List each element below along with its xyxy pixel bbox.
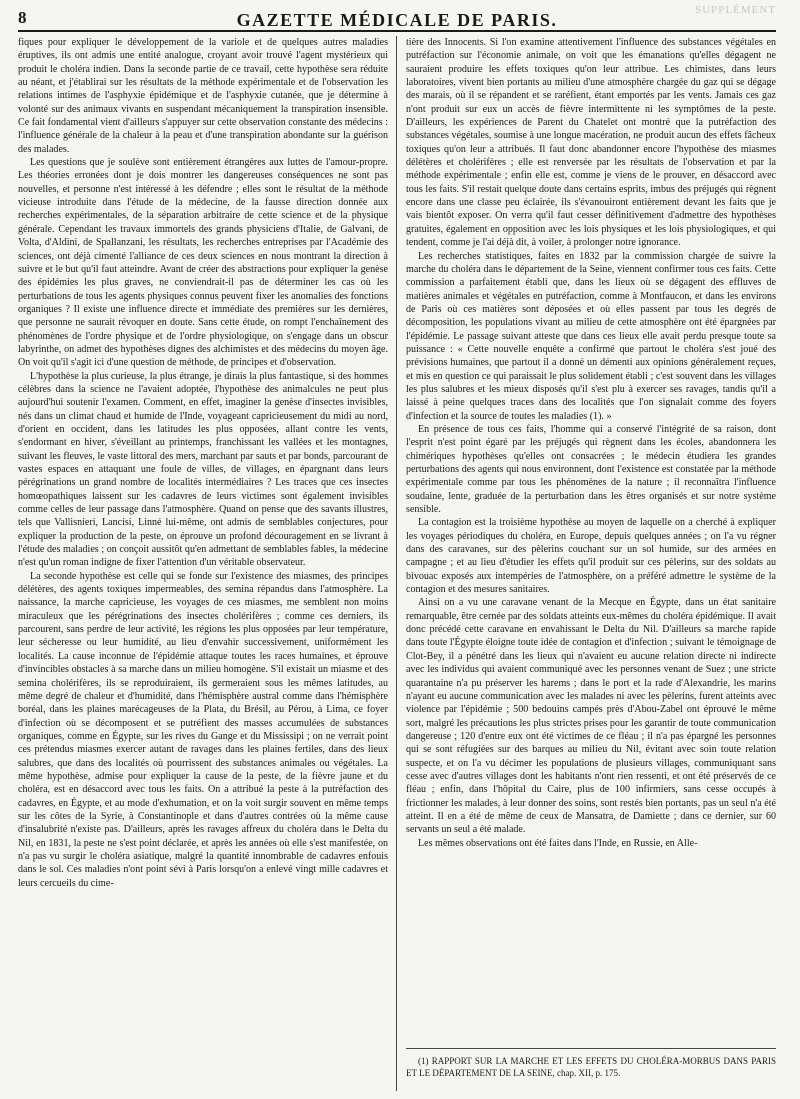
paragraph: Les questions que je soulève sont entièrement étrangères aux luttes de l'amour-propre. Les théories erronées dont je dois montrer les dangereuses conséquences ne sont pas nouvelles, et personne n'est intéressé à les défendre ; elles sont le résultat de la méthode vicieuse introduite dans l'étude de la médecine, de la fausse direction donnée aux recherches expérimentales, de la séparation arbitraire de cette science et de la physique générale. Cependant les travaux immortels des grands physiciens d'Italie, de Galvani, de Volta, d'Aldini, de Spallanzani, les résultats, les recherches entreprises par l'Académie des sciences, ont déjà cimenté l'alliance de ces deux sciences en nous montrant la direction à suivre et le but qu'il faut atteindre. Avant de créer des abstractions pour expliquer la genèse des épidémies les plus graves, ne conviendrait-il pas de déterminer les cas où les perturbations de tous les agents physiques connus peuvent fixer les anomalies des fonctions organiques ? Il existe une influence directe et immédiate des premières sur les dernières, que personne ne saurait révoquer en doute. Sans cette étude, on rompt l'enchaînement des phénomènes de l'ordre physique et de l'ordre physiologique, on s'engage dans un obscur labyrinthe, on admet des hypothèses dignes des alchimistes et des médecins du moyen âge. On voit qu'il s'agit ici d'une question de méthode, de principes et d'observation. bbox=[18, 157, 388, 369]
paragraph: tière des Innocents. Si l'on examine attentivement l'influence des substances végétales en putréfaction sur l'économie animale, on voit que les émanations qu'elles dégagent ne sauraient produire les effets toxiques qu'on leur attribue. Les chimistes, dans leurs laboratoires, vivent bien portants au milieu d'une atmosphère chargée du gaz qui se dégage des marais, où il se répandent et se raréfient, étant emportés par les vents. Jamais ces gaz n'ont produit sur eux un accès de fièvre intermittente ni les symptômes de la peste. D'ailleurs, les expériences de Parent du Chatelet ont montré que la putréfaction des substances végétales, soumise à une longue macération, ne produit aucun des effets fâcheux toxiques qu'on leur a attribués. Il faut donc abandonner encore l'hypothèse des miasmes délétères et cholérifères ; elle est renversée par les résultats de l'observation et par la méthode expérimentale ; enfin elle est, comme je viens de le prouver, en désaccord avec tous les faits. S'il restait quelque doute dans certains esprits, imbus des préjugés qui règnent encore dans une classe peu éclairée, ils s'évanouiront entièrement devant les faits que je vais bientôt exposer. On verra qu'il faut cesser définitivement d'admettre des hypothèses gratuites, également en opposition avec les lois physiques et les lois physiologiques, et qui tendent, comme je l'ai déjà dit, à voiler, à prolonger notre ignorance. bbox=[406, 37, 776, 249]
paragraph: La contagion est la troisième hypothèse au moyen de laquelle on a cherché à expliquer les voyages périodiques du choléra, en Europe, depuis quelques années ; on l'a vu régner dans des caravanes, sur des pèlerins couchant sur un sol humide, sur des armées en campagne ; et au lieu d'étudier les effets qu'il produit sur ces pèlerins, sur des soldats au bivouac exposés aux intempéries de l'atmosphère, on a préféré admettre le système de la contagion et des mesures sanitaires. bbox=[406, 517, 776, 596]
paragraph: L'hypothèse la plus curieuse, la plus étrange, je dirais la plus fantastique, si des hommes célèbres dans la science ne l'avaient adoptée, l'hypothèse des animalcules ne peut plus aujourd'hui soutenir l'examen. Comment, en effet, imaginer la genèse d'insectes invisibles, nés dans un climat chaud et humide de l'Inde, voyageant capricieusement du midi au nord, d'orient en occident, dans les latitudes les plus opposées, allant contre les vents, s'endormant en hiver, s'éveillant au printemps, franchissant les vallées et les montagnes, suivant les fleuves, le vaste littoral des mers, marchant par sauts et par bonds, parcourant de vastes espaces en attaquant une foule de villes, de villages, en épargnant dans leurs pérégrinations un grand nombre de localités intermédiaires ? Les traces que ces insectes homœopathiques laissent sur les cadavres de leurs victimes sont également invisibles comme celles de leur passage dans l'atmosphère. Quand on pense que des savants illustres, tels que Vallisnieri, Lancisi, Linné lui-même, ont admis de semblables conjectures, pour expliquer la production de la peste, on éprouve un profond découragement en se livrant à l'étude des maladies ; on conçoit aussitôt qu'en admettant de semblables fables, la médecine n'est qu'un roman indigne de fixer l'attention d'un véritable observateur. bbox=[18, 370, 388, 569]
publication-title: GAZETTE MÉDICALE DE PARIS. bbox=[236, 10, 558, 30]
page-number: 8 bbox=[18, 8, 27, 27]
footnote-block bbox=[406, 1048, 776, 1079]
bleed-through-text: SUPPLÉMENT bbox=[695, 4, 776, 16]
right-column bbox=[396, 36, 776, 1091]
paragraph: Les mêmes observations ont été faites dans l'Inde, en Russie, en Alle- bbox=[418, 837, 698, 849]
paragraph: fiques pour expliquer le développement de la variole et de quelques autres maladies éruptives, ils ont admis une entité analogue, croyant avoir trouvé l'agent mystérieux qui produit le choléra indien. Dans la seconde partie de ce travail, cette hypothèse sera réduite au néant, et j'établirai sur les résultats de la méthode expérimentale et de l'observation les relations intimes de l'asphyxie épidémique et de l'asphyxie cutanée, que je détermine à volonté sur des animaux vivants en suspendant mécaniquement la transpiration insensible. Ce fait fondamental vient d'ailleurs s'appuyer sur cette observation constante des médecins : l'influence générale de la chaleur à la peau et d'une transpiration abondante sur la guérison des malades. bbox=[18, 37, 388, 155]
paragraph: Les recherches statistiques, faites en 1832 par la commission chargée de suivre la marche du choléra dans le département de la Seine, viennent confirmer tous ces faits. Cette commission a parfaitement établi que, dans les lieux où se dégagent des effluves de matières animales et végétales en putréfaction, comme à Montfaucon, et dans les environs de Paris où ces matières sont déposées et où elles passent par tous les degrés de décomposition, les populations vivant au milieu de cette atmosphère ont été épargnées par l'épidémie. Le passage suivant atteste que dans ces lieux elle avait perdu presque toute sa puissance : « Cette nouvelle enquête a confirmé que partout le choléra s'est joué des prévisions humaines, que partout il a donné un démenti aux opinions généralement reçues, et mis en question ce qui paraissait le plus solidement établi ; c'est souvent dans les villages les plus salubres et les mieux disposés qu'il s'est plu à exercer ses ravages, tandis qu'il a laissé à peine quelques traces dans des localités que l'on signalait comme des foyers d'infection et la source de toutes les maladies (1). » bbox=[406, 250, 776, 422]
footnote: (1) RAPPORT SUR LA MARCHE ET LES EFFETS DU CHOLÉRA-MORBUS DANS PARIS ET LE DÉPARTEMENT DE LA SEINE, chap. XII, p. 175. bbox=[406, 1056, 776, 1078]
left-column bbox=[18, 36, 396, 1091]
paragraph: La seconde hypothèse est celle qui se fonde sur l'existence des miasmes, des principes délétères, des agents toxiques impermeables, des semina répandus dans l'atmosphère. La naissance, la marche capricieuse, les voyages de ces miasmes, me semblent non moins miraculeux que les pérégrinations des insectes cholérifères ; comme ces derniers, ils parcourent, sans perdre de leur activité, les régions les plus opposées par leur température, leur sécheresse ou leur humidité, au lieu d'envahir successivement, uniformément les localités. La cause inconnue de l'épidémie attaque toutes les races humaines, et éprouve d'invincibles obstacles à sa marche dans un milieu homogène. S'il existait un miasme et des semina cholérifères, ils se reproduiraient, ils germeraient sous les mêmes latitudes, au même degré de chaleur et d'humidité, dans l'hémisphère austral comme dans l'hémisphère boréal, dans les plaines marécageuses de la Plata, du Brésil, au Pérou, à Lima, ce foyer d'infection où se décomposent et se putréfient des masses accumulées de substances organiques, comme en Égypte, sur les rives du Gange et du Mississipi ; on ne verrait point ces prétendus miasmes exercer autant de ravages dans les plaines fertiles, dans des lieux salubres, que dans des localités où pourrissent des substances animales ou végétales. La même hypothèse, admise pour expliquer la cause de la peste, de la fièvre jaune et du choléra, est en désaccord avec tous les faits. On a attribué la peste à la putréfaction des cadavres, en Égypte, et au mode d'exhumation, et on la voit surgir souvent en même temps sur les côtes de la Syrie, à Constantinople et dans d'autres contrées où la même cause d'insalubrité n'existe pas. D'ailleurs, après les ravages affreux du choléra dans le Delta du Nil, en 1831, la peste ne s'est point déclarée, et après les années où elle s'est manifestée, on n'a pas vu surgir le choléra asiatique, malgré la quantité innombrable de cadavres enfouis dans le sol. Ces maladies n'ont point sévi à Paris lorsqu'on a enlevé vingt mille cadavres et leurs cercueils du cime- bbox=[18, 570, 388, 889]
paragraph: Ainsi on a vu une caravane venant de la Mecque en Égypte, dans un état sanitaire remarquable, être cernée par des soldats atteints eux-mêmes du choléra épidémique. Il avait donc précédé cette caravane en envahissant le Delta du Nil. D'ailleurs sa marche rapide dans toute l'Égypte éloigne toute idée de contagion et d'infection ; suivant le témoignage de Clot-Bey, il a pénétré dans les lieux qui n'avaient eu aucune relation directe ni indirecte avec les individus qui avaient communiqué avec les personnes venant de Suez ; une stricte quarantaine n'a pu préserver les harems ; dans le port et la rade d'Alexandrie, les marins n'ayant eu aucune communication avec les malades ni avec les pèlerins, furent atteints avec violence par l'épidémie ; 500 bedouins campés près d'Abou-Zabel ont éprouvé le même sort, malgré les précautions les plus strictes prises pour les garantir de toute communication dangereuse ; 120 d'entre eux ont été victimes de ce fléau ; il n'a pas épargné les personnes qui se sont réfugiées sur des barques au milieu du Nil, évitant avec soin toute relation suspecte, et on l'a vu décimer les populations de plusieurs villages, communiquant sans cesse avec d'autres villages dont les habitants n'ont rien ressenti, et ont été préservés de ce fléau ; enfin, dans l'hôpital du Caire, plus de 100 infirmiers, sans cesse occupés à frictionner les malades, à leur donner des soins, sont restés bien portants, pas un seul n'a été atteint. Il en a été de même de ceux de Mansatra, de Damiette ; dans ce dernier, sur 60 servants un seul a été malade. bbox=[406, 597, 776, 836]
footnote-divider bbox=[406, 1048, 776, 1049]
paragraph: En présence de tous ces faits, l'homme qui a conservé l'intégrité de sa raison, dont l'esprit n'est point égaré par les préjugés qui règnent dans les écoles, abandonnera les chimériques hypothèses qu'elles ont consacrées ; le médecin étudiera les grandes perturbations des agents qui nous environnent, dont l'existence est constatée par la méthode expérimentale comme par tous les phénomènes de la nature ; il reconnaîtra l'influence soudaine, lente, graduée de la perturbation dans les êtres organisés et sur notre système sensible. bbox=[406, 423, 776, 516]
page-header bbox=[18, 4, 776, 32]
text-columns bbox=[18, 36, 776, 1091]
